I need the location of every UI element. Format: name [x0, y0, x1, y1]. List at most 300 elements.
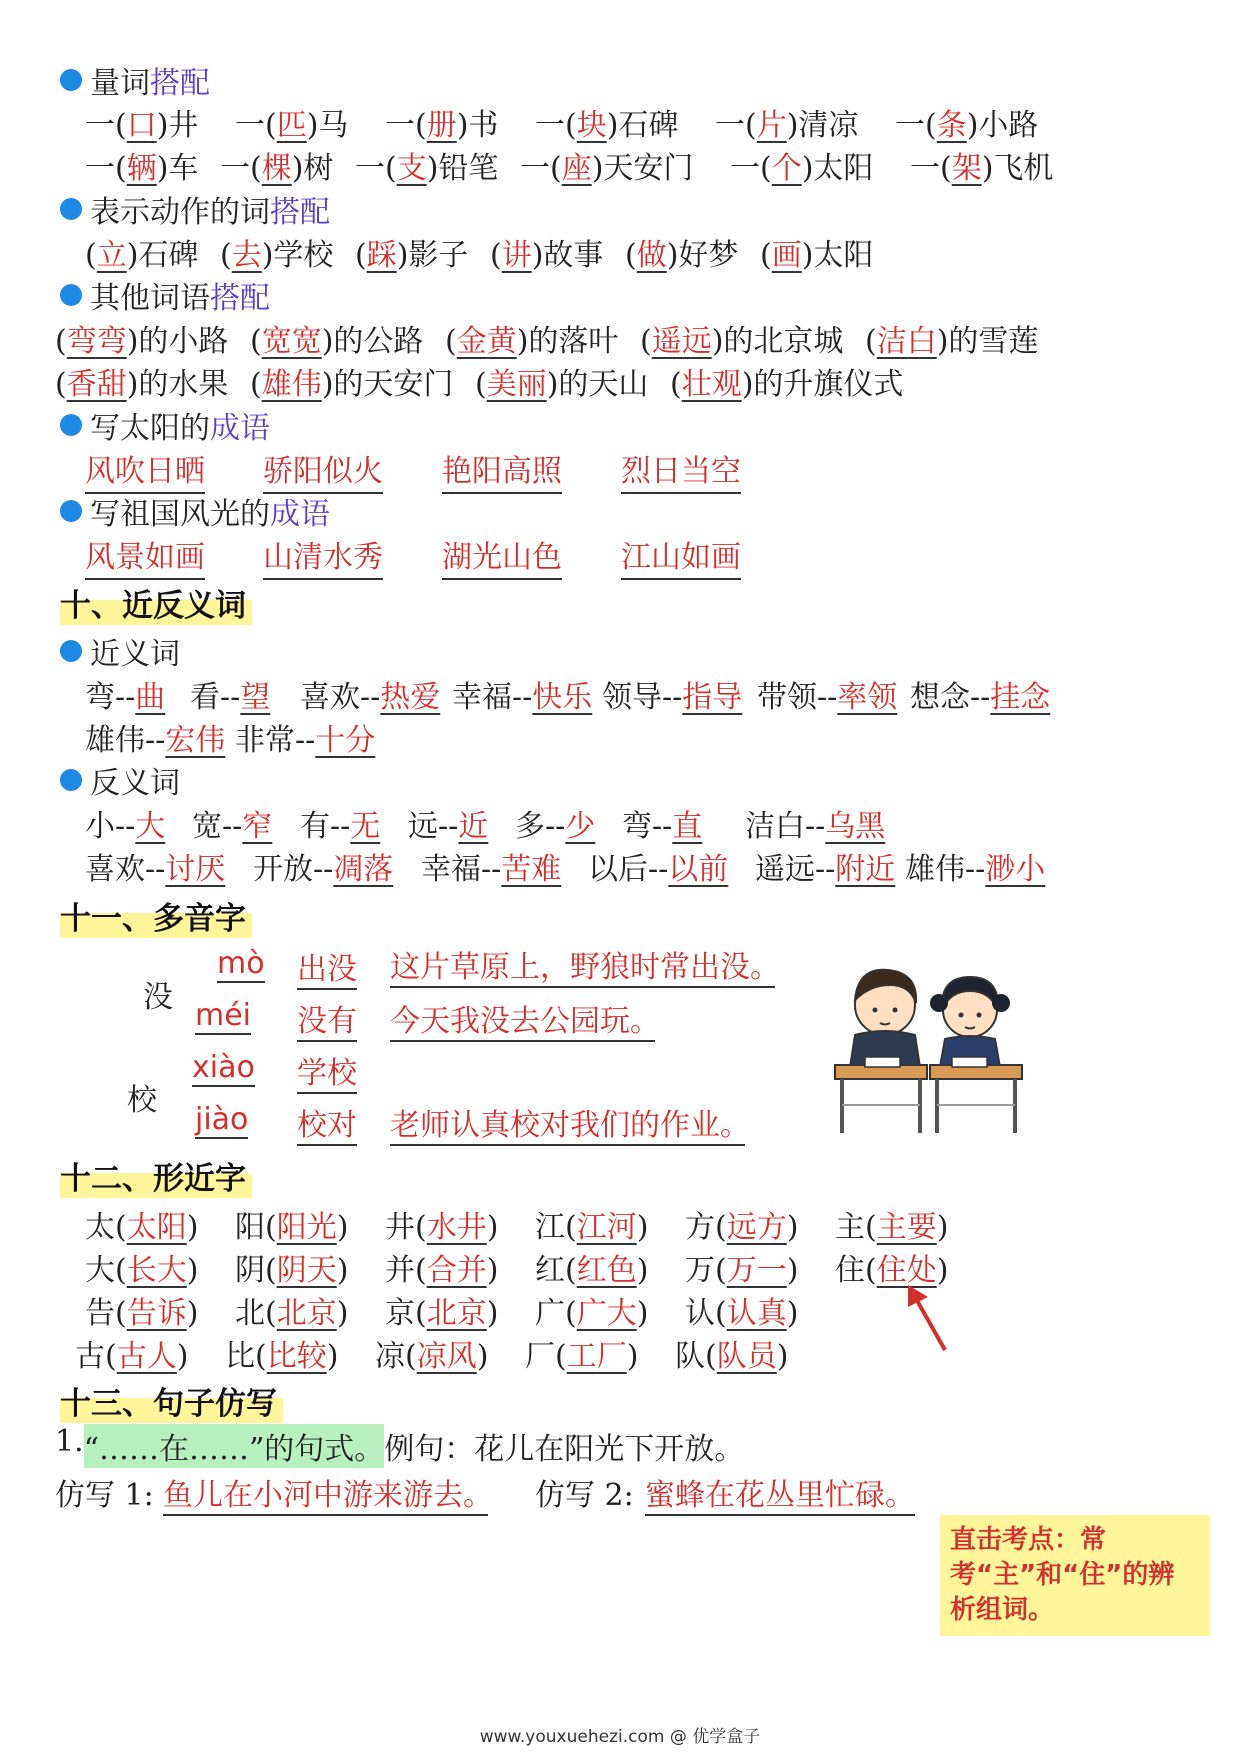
- answer-text: 阳光: [276, 1210, 337, 1245]
- answer-text: 座: [561, 151, 592, 186]
- entry-item: [220, 143, 333, 187]
- answer-text: 太阳: [126, 1210, 187, 1245]
- prompt-text: 非常--: [235, 723, 316, 758]
- entry-item: [685, 1288, 798, 1332]
- entry-item: [300, 672, 440, 716]
- item-number: 1.: [55, 1424, 84, 1459]
- entry-item: [235, 1288, 348, 1332]
- section-title: 近义词: [90, 637, 180, 672]
- section-title: 量词: [90, 66, 150, 101]
- prompt-text: (: [490, 238, 502, 273]
- answer-text: 块: [576, 108, 607, 143]
- entry-item: [235, 1202, 348, 1246]
- entry-item: [670, 359, 903, 403]
- prompt-text: 江(: [535, 1210, 577, 1245]
- idiom: 江山如画: [621, 532, 741, 580]
- prompt-text: )的北京城: [711, 324, 844, 359]
- prompt-text: (: [250, 367, 262, 402]
- imitation-answer: 鱼儿在小河中游来游去。: [163, 1470, 488, 1516]
- arrow-icon: [900, 1285, 960, 1355]
- answer-text: 阴天: [276, 1253, 337, 1288]
- answer-text: 率领: [837, 680, 898, 715]
- answer-text: 比较: [266, 1339, 327, 1374]
- prompt-text: (: [475, 367, 487, 402]
- prompt-text: 以后--: [588, 852, 669, 887]
- pinyin: mò: [217, 946, 265, 981]
- section-title-highlight: 搭配: [270, 195, 330, 230]
- entry-item: [685, 1202, 798, 1246]
- entry-item: [640, 316, 843, 360]
- prompt-text: 阴(: [235, 1253, 277, 1288]
- prompt-text: )的天山: [546, 367, 649, 402]
- prompt-text: 京(: [385, 1296, 427, 1331]
- answer-text: 宏伟: [165, 723, 226, 758]
- answer-text: 辆: [126, 151, 157, 186]
- prompt-text: 带领--: [757, 680, 838, 715]
- answer-text: 乌黑: [825, 809, 886, 844]
- answer-text: 讨厌: [165, 852, 226, 887]
- bullet-icon: [60, 69, 82, 91]
- prompt-text: 洁白--: [745, 809, 826, 844]
- prompt-text: (: [670, 367, 682, 402]
- bullet-icon: [60, 414, 82, 436]
- prompt-text: ): [326, 1339, 339, 1374]
- idiom: 风吹日晒: [85, 446, 205, 494]
- idiom: 湖光山色: [442, 532, 562, 580]
- prompt-text: )的升旗仪式: [741, 367, 904, 402]
- answer-text: 望: [240, 680, 271, 715]
- prompt-text: (: [250, 324, 262, 359]
- entry-item: [588, 844, 728, 888]
- answer-text: 凋落: [333, 852, 394, 887]
- prompt-text: ): [336, 1296, 349, 1331]
- answer-text: 古人: [116, 1339, 177, 1374]
- prompt-text: 开放--: [253, 852, 334, 887]
- prompt-text: ): [486, 1253, 499, 1288]
- section-action-words: [60, 187, 330, 231]
- prompt-text: )的天安门: [321, 367, 454, 402]
- imitation-answer: 蜜蜂在花丛里忙碌。: [645, 1470, 915, 1516]
- prompt-text: )太阳: [801, 151, 874, 186]
- prompt-text: )故事: [531, 238, 604, 273]
- entry-item: [190, 672, 270, 716]
- entry-item: [421, 844, 561, 888]
- entry-item: [235, 100, 348, 144]
- poly-word: 学校: [297, 1048, 357, 1094]
- section-measure-words: [60, 58, 210, 102]
- prompt-text: )书: [456, 108, 499, 143]
- bullet-icon: [60, 284, 82, 306]
- entry-item: [85, 100, 198, 144]
- prompt-text: ): [486, 1296, 499, 1331]
- entry-item: [520, 143, 693, 187]
- prompt-text: (: [865, 324, 877, 359]
- entry-item: [535, 1288, 648, 1332]
- answer-text: 近: [458, 809, 489, 844]
- example-sentence: 例句：花儿在阳光下开放。: [384, 1432, 745, 1467]
- entry-item: [355, 143, 498, 187]
- exam-tip-note: 直击考点：常考“主”和“住”的辨析组词。: [940, 1515, 1210, 1636]
- entry-item: [835, 1245, 948, 1289]
- prompt-text: 遥远--: [755, 852, 836, 887]
- prompt-text: 喜欢--: [300, 680, 381, 715]
- section-title-highlight: 搭配: [210, 281, 270, 316]
- answer-text: 合并: [426, 1253, 487, 1288]
- prompt-text: 一(: [895, 108, 937, 143]
- entry-item: [75, 1331, 188, 1375]
- entry-item: [535, 1245, 648, 1289]
- poly-sentence: 这片草原上，野狼时常出没。: [390, 942, 775, 988]
- answer-text: 凉风: [416, 1339, 477, 1374]
- entry-item: [250, 316, 423, 360]
- prompt-text: 一(: [235, 108, 277, 143]
- pinyin: méi: [195, 998, 252, 1033]
- pinyin: jiào: [195, 1102, 249, 1137]
- prompt-text: ): [186, 1253, 199, 1288]
- prompt-text: (: [640, 324, 652, 359]
- answer-text: 远方: [726, 1210, 787, 1245]
- prompt-text: 队(: [675, 1339, 717, 1374]
- entry-item: [235, 1245, 348, 1289]
- prompt-text: 一(: [355, 151, 397, 186]
- bullet-icon: [60, 640, 82, 662]
- answer-text: 长大: [126, 1253, 187, 1288]
- prompt-text: 一(: [715, 108, 757, 143]
- answer-text: 香甜: [66, 367, 127, 402]
- bullet-icon: [60, 500, 82, 522]
- heading-synonyms-antonyms: 十、近反义词: [60, 580, 252, 625]
- answer-text: 去: [231, 238, 262, 273]
- answer-text: 快乐: [532, 680, 593, 715]
- answer-text: 口: [126, 108, 157, 143]
- prompt-text: 一(: [730, 151, 772, 186]
- answer-text: 水井: [426, 1210, 487, 1245]
- entry-item: [865, 316, 1038, 360]
- entry-item: [55, 359, 228, 403]
- entry-item: [220, 230, 333, 274]
- prompt-text: )马: [306, 108, 349, 143]
- answer-text: 册: [426, 108, 457, 143]
- prompt-text: 一(: [85, 108, 127, 143]
- answer-text: 住处: [876, 1253, 937, 1288]
- prompt-text: )太阳: [801, 238, 874, 273]
- entry-item: [755, 844, 895, 888]
- section-title-highlight: 成语: [210, 411, 270, 446]
- prompt-text: 宽--: [192, 809, 243, 844]
- prompt-text: ): [936, 1210, 949, 1245]
- prompt-text: 并(: [385, 1253, 427, 1288]
- prompt-text: ): [636, 1253, 649, 1288]
- entry-item: [85, 1245, 198, 1289]
- prompt-text: 一(: [220, 151, 262, 186]
- entry-item: [355, 230, 468, 274]
- prompt-text: ): [486, 1210, 499, 1245]
- entry-item: [375, 1331, 488, 1375]
- answer-text: 遥远: [651, 324, 712, 359]
- sentence-pattern: “……在……”的句式。: [84, 1424, 385, 1468]
- section-title: 其他词语: [90, 281, 210, 316]
- poly-sentence: 老师认真校对我们的作业。: [390, 1100, 745, 1146]
- prompt-text: (: [355, 238, 367, 273]
- entry-item: [192, 801, 272, 845]
- answer-text: 挂念: [990, 680, 1051, 715]
- answer-text: 金黄: [456, 324, 517, 359]
- prompt-text: 告(: [85, 1296, 127, 1331]
- section-title-highlight: 搭配: [150, 66, 210, 101]
- heading-similar-chars: 十二、形近字: [60, 1153, 252, 1198]
- answer-text: 附近: [835, 852, 896, 887]
- answer-text: 热爱: [380, 680, 441, 715]
- prompt-text: 弯--: [622, 809, 673, 844]
- answer-text: 告诉: [126, 1296, 187, 1331]
- answer-text: 棵: [261, 151, 292, 186]
- prompt-text: )车: [156, 151, 199, 186]
- entry-item: [515, 801, 595, 845]
- prompt-text: 多--: [515, 809, 566, 844]
- prompt-text: (: [625, 238, 637, 273]
- prompt-text: 古(: [75, 1339, 117, 1374]
- prompt-text: (: [55, 324, 67, 359]
- imitation-pattern-line: [55, 1424, 744, 1468]
- idiom: 山清水秀: [263, 532, 383, 580]
- prompt-text: 方(: [685, 1210, 727, 1245]
- polyphonic-char: 没: [143, 980, 173, 1015]
- students-writing-illustration: [830, 955, 1030, 1135]
- entry-item: [525, 1331, 638, 1375]
- entry-item: [235, 715, 375, 759]
- entry-item: [602, 672, 742, 716]
- entry-item: [408, 801, 488, 845]
- answer-text: 弯弯: [66, 324, 127, 359]
- prompt-text: ): [786, 1296, 799, 1331]
- prompt-text: ): [336, 1253, 349, 1288]
- answer-text: 大: [135, 809, 166, 844]
- answer-text: 队员: [716, 1339, 777, 1374]
- prompt-text: 喜欢--: [85, 852, 166, 887]
- bullet-icon: [60, 769, 82, 791]
- prompt-text: 北(: [235, 1296, 277, 1331]
- prompt-text: 万(: [685, 1253, 727, 1288]
- idiom: 烈日当空: [621, 446, 741, 494]
- answer-text: 画: [771, 238, 802, 273]
- entry-item: [253, 844, 393, 888]
- entry-item: [85, 801, 165, 845]
- answer-text: 雄伟: [261, 367, 322, 402]
- entry-item: [745, 801, 885, 845]
- prompt-text: 雄伟--: [905, 852, 986, 887]
- heading-sentence-imitation: 十三、句子仿写: [60, 1378, 283, 1423]
- prompt-text: )树: [291, 151, 334, 186]
- entry-item: [445, 316, 618, 360]
- entry-item: [225, 1331, 338, 1375]
- prompt-text: (: [55, 367, 67, 402]
- prompt-text: 看--: [190, 680, 241, 715]
- answer-text: 宽宽: [261, 324, 322, 359]
- answer-text: 无: [350, 809, 381, 844]
- prompt-text: ): [786, 1210, 799, 1245]
- answer-text: 片: [756, 108, 787, 143]
- answer-text: 做: [636, 238, 667, 273]
- prompt-text: ): [476, 1339, 489, 1374]
- prompt-text: )学校: [261, 238, 334, 273]
- answer-text: 苦难: [501, 852, 562, 887]
- entry-item: [685, 1245, 798, 1289]
- prompt-text: 红(: [535, 1253, 577, 1288]
- entry-item: [535, 100, 678, 144]
- entry-item: [385, 1288, 498, 1332]
- entry-item: [385, 1245, 498, 1289]
- answer-text: 少: [565, 809, 596, 844]
- entry-item: [300, 801, 380, 845]
- prompt-text: ): [186, 1296, 199, 1331]
- idiom: 风景如画: [85, 532, 205, 580]
- polyphonic-char: 校: [127, 1083, 157, 1118]
- section-title: 反义词: [90, 766, 180, 801]
- prompt-text: )的落叶: [516, 324, 619, 359]
- answer-text: 工厂: [566, 1339, 627, 1374]
- heading-polyphonic: 十一、多音字: [60, 893, 252, 938]
- prompt-text: 住(: [835, 1253, 877, 1288]
- entry-item: [760, 230, 873, 274]
- prompt-text: ): [636, 1210, 649, 1245]
- answer-text: 个: [771, 151, 802, 186]
- answer-text: 洁白: [876, 324, 937, 359]
- entry-item: [85, 672, 165, 716]
- section-synonyms: [60, 629, 180, 673]
- section-other-words: [60, 273, 270, 317]
- answer-text: 美丽: [486, 367, 547, 402]
- bullet-icon: [60, 198, 82, 220]
- answer-text: 壮观: [681, 367, 742, 402]
- entry-item: [85, 230, 198, 274]
- section-title: 写祖国风光的: [90, 497, 270, 532]
- entry-item: [895, 100, 1038, 144]
- answer-text: 讲: [501, 238, 532, 273]
- prompt-text: 比(: [225, 1339, 267, 1374]
- prompt-text: 大(: [85, 1253, 127, 1288]
- imitation-label: 仿写 2:: [535, 1478, 634, 1513]
- prompt-text: (: [85, 238, 97, 273]
- poly-word: 出没: [297, 944, 357, 990]
- entry-item: [452, 672, 592, 716]
- prompt-text: 广(: [535, 1296, 577, 1331]
- entry-item: [85, 715, 225, 759]
- answer-text: 认真: [726, 1296, 787, 1331]
- prompt-text: 小--: [85, 809, 136, 844]
- prompt-text: 认(: [685, 1296, 727, 1331]
- prompt-text: 一(: [85, 151, 127, 186]
- section-title: 表示动作的词: [90, 195, 270, 230]
- prompt-text: 幸福--: [421, 852, 502, 887]
- entry-item: [757, 672, 897, 716]
- prompt-text: ): [776, 1339, 789, 1374]
- prompt-text: 一(: [520, 151, 562, 186]
- answer-text: 以前: [668, 852, 729, 887]
- prompt-text: (: [220, 238, 232, 273]
- prompt-text: 领导--: [602, 680, 683, 715]
- answer-text: 支: [396, 151, 427, 186]
- poly-sentence: 今天我没去公园玩。: [390, 996, 655, 1042]
- entry-item: [905, 844, 1045, 888]
- idiom: 艳阳高照: [442, 446, 562, 494]
- entry-item: [490, 230, 603, 274]
- entry-item: [835, 1202, 948, 1246]
- entry-item: [475, 359, 648, 403]
- prompt-text: )的小路: [126, 324, 229, 359]
- entry-item: [910, 672, 1050, 716]
- answer-text: 北京: [426, 1296, 487, 1331]
- prompt-text: 一(: [385, 108, 427, 143]
- answer-text: 窄: [242, 809, 273, 844]
- answer-text: 万一: [726, 1253, 787, 1288]
- entry-item: [730, 143, 873, 187]
- prompt-text: )天安门: [591, 151, 694, 186]
- answer-text: 曲: [135, 680, 166, 715]
- prompt-text: 主(: [835, 1210, 877, 1245]
- prompt-text: )的雪莲: [936, 324, 1039, 359]
- section-country-idioms: [60, 489, 330, 533]
- prompt-text: (: [760, 238, 772, 273]
- answer-text: 条: [936, 108, 967, 143]
- prompt-text: )的水果: [126, 367, 229, 402]
- prompt-text: 雄伟--: [85, 723, 166, 758]
- prompt-text: )铅笔: [426, 151, 499, 186]
- answer-text: 直: [672, 809, 703, 844]
- prompt-text: ): [336, 1210, 349, 1245]
- entry-item: [85, 143, 198, 187]
- pinyin: xiào: [192, 1050, 255, 1085]
- answer-text: 匹: [276, 108, 307, 143]
- poly-word: 校对: [297, 1100, 357, 1146]
- prompt-text: 弯--: [85, 680, 136, 715]
- prompt-text: 井(: [385, 1210, 427, 1245]
- prompt-text: ): [636, 1296, 649, 1331]
- prompt-text: )井: [156, 108, 199, 143]
- entry-item: [625, 230, 738, 274]
- prompt-text: ): [936, 1253, 949, 1288]
- footer-credit: www.youxuehezi.com @ 优学盒子: [479, 1727, 761, 1747]
- idiom: 骄阳似火: [263, 446, 383, 494]
- entry-item: [675, 1331, 788, 1375]
- prompt-text: )好梦: [666, 238, 739, 273]
- prompt-text: ): [186, 1210, 199, 1245]
- entry-item: [385, 100, 498, 144]
- section-antonyms: [60, 758, 180, 802]
- entry-item: [85, 844, 225, 888]
- prompt-text: 远--: [408, 809, 459, 844]
- prompt-text: 一(: [535, 108, 577, 143]
- entry-item: [715, 100, 858, 144]
- entry-item: [85, 1202, 198, 1246]
- answer-text: 指导: [682, 680, 743, 715]
- section-title: 写太阳的: [90, 411, 210, 446]
- prompt-text: )影子: [396, 238, 469, 273]
- prompt-text: 凉(: [375, 1339, 417, 1374]
- prompt-text: 阳(: [235, 1210, 277, 1245]
- prompt-text: ): [176, 1339, 189, 1374]
- prompt-text: 幸福--: [452, 680, 533, 715]
- poly-word: 没有: [297, 996, 357, 1042]
- section-sun-idioms: [60, 403, 270, 447]
- answer-text: 立: [96, 238, 127, 273]
- entry-item: [622, 801, 702, 845]
- entry-item: [910, 143, 1053, 187]
- entry-item: [250, 359, 453, 403]
- answer-text: 广大: [576, 1296, 637, 1331]
- imitation-label: 仿写 1:: [55, 1478, 154, 1513]
- prompt-text: )的公路: [321, 324, 424, 359]
- section-title-highlight: 成语: [270, 497, 330, 532]
